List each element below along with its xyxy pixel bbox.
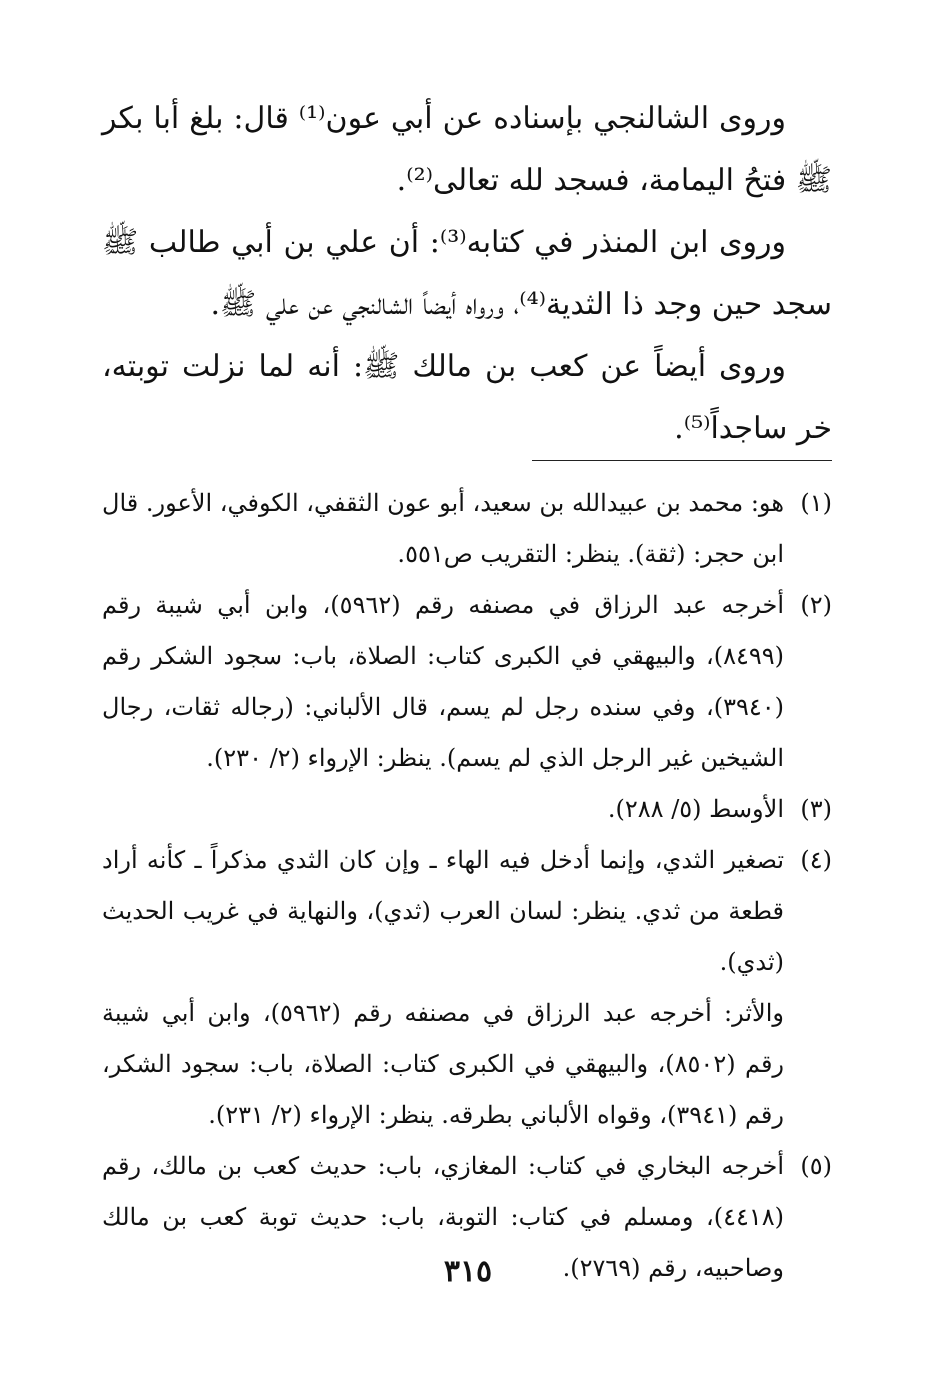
footnote-number: (٣): [800, 795, 832, 823]
main-text: [102, 88, 832, 460]
footnote-item: [102, 478, 832, 580]
footnote-text: تصغير الثدي، وإنما أدخل فيه الهاء ـ وإن كان الثدي مذكراً ـ كأنه أراد قطعة من ثدي. ينظر: لسان العرب (ثدي)، والنهاية في غريب الحديث (ثدي).: [102, 846, 784, 976]
page-number: ٣١٥: [443, 1254, 493, 1289]
footnote-number: (٥): [800, 1152, 832, 1180]
footnote-separator: [532, 460, 832, 461]
footnote-text: هو: محمد بن عبيدالله بن سعيد، أبو عون الثقفي، الكوفي، الأعور. قال ابن حجر: (ثقة). ينظر: التقريب ص٥٥١.: [102, 489, 784, 568]
paragraph-ali: وروى ابن المنذر في كتابه⁽³⁾: أن علي بن أبي طالب ﷺ سجد حين وجد ذا الثدية⁽⁴⁾، ورواه أيضاً الشالنجي عن علي ﷺ.: [102, 225, 832, 322]
footnote-item: [102, 784, 832, 835]
footnote-number: (٤): [800, 846, 832, 874]
footnote-text: أخرجه البخاري في كتاب: المغازي، باب: حديث كعب بن مالك، رقم (٤٤١٨)، ومسلم في كتاب: التوبة، باب: حديث توبة كعب بن مالك وصاحبيه، رقم (٢٧٦٩).: [102, 1152, 784, 1282]
footnote-continuation: والأثر: أخرجه عبد الرزاق في مصنفه رقم (٥٩٦٢)، وابن أبي شيبة رقم (٨٥٠٢)، والبيهقي في الكبرى كتاب: الصلاة، باب: سجود الشكر، رقم (٣٩٤١)، وقواه الألباني بطرقه. ينظر: الإرواء (٢/ ٢٣١).: [102, 999, 785, 1129]
footnote-text: أخرجه عبد الرزاق في مصنفه رقم (٥٩٦٢)، وابن أبي شيبة رقم (٨٤٩٩)، والبيهقي في الكبرى كتاب: الصلاة، باب: سجود الشكر رقم (٣٩٤٠)، وفي سنده رجل لم يسم، قال الألباني: (رجاله ثقات، رجال الشيخين غير الرجل الذي لم يسم). ينظر: الإرواء (٢/ ٢٣٠).: [102, 591, 784, 772]
paragraph-abu-bakr: وروى الشالنجي بإسناده عن أبي عون⁽¹⁾ قال: بلغ أبا بكر ﷺ فتحُ اليمامة، فسجد لله تعالى⁽²⁾.: [102, 101, 832, 198]
footnote-number: (١): [800, 489, 832, 517]
footnote-number: (٢): [800, 591, 832, 619]
footnote-item: [102, 835, 832, 988]
footnote-text: الأوسط (٥/ ٢٨٨).: [607, 795, 784, 823]
paragraph-kaab: وروى أيضاً عن كعب بن مالك ﷺ: أنه لما نزلت توبته، خر ساجداً⁽⁵⁾.: [102, 349, 832, 446]
footnotes: [102, 478, 832, 1294]
footnote-item: [102, 580, 832, 784]
